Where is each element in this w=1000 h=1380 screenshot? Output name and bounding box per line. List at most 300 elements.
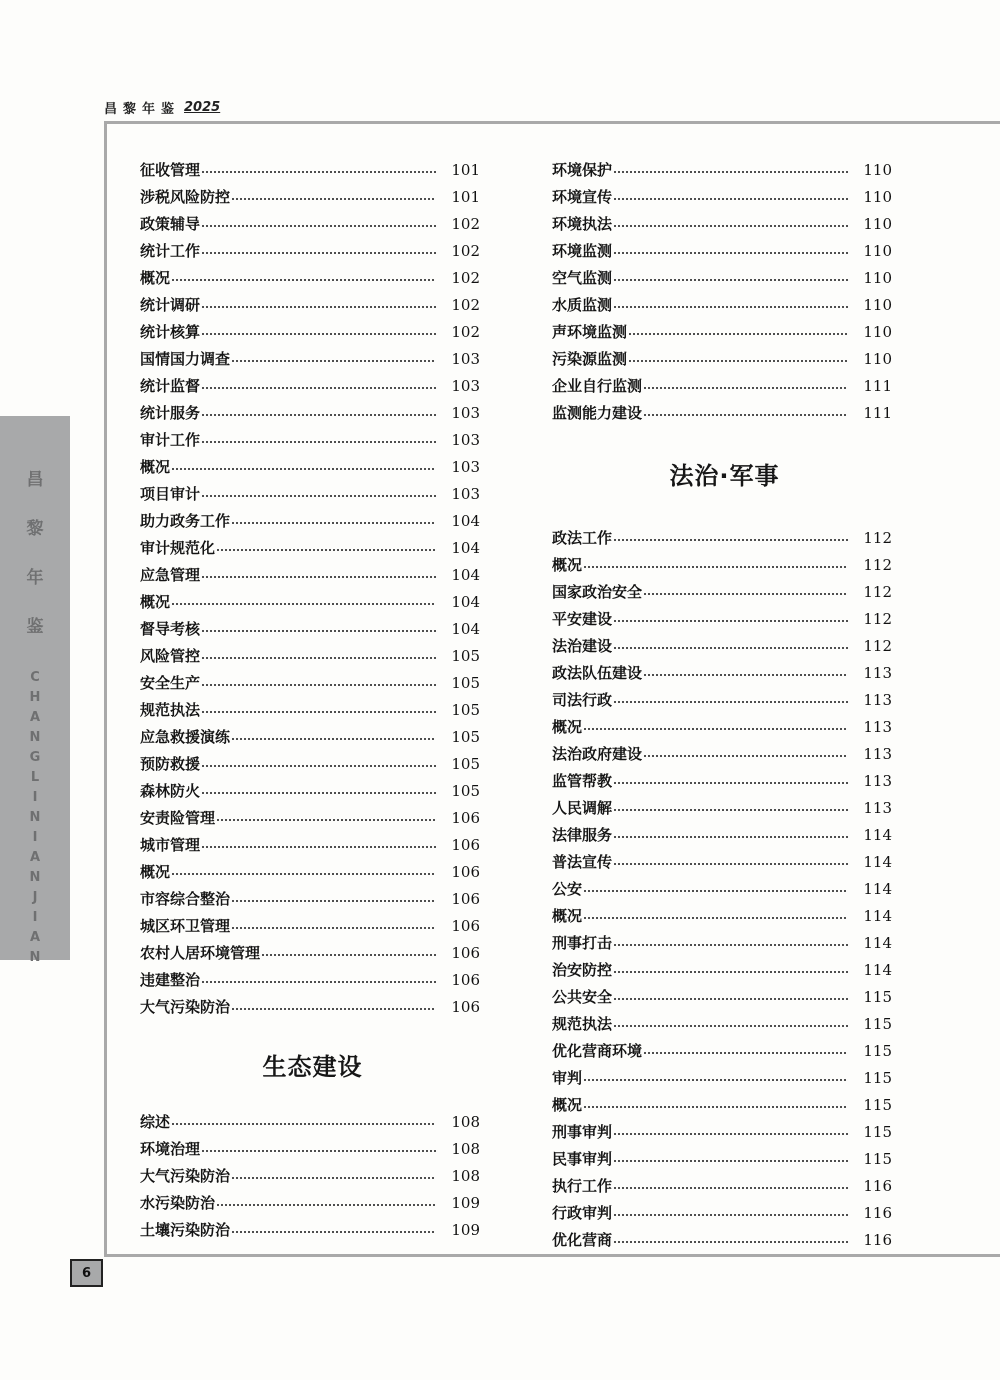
toc-entry-page: 115 — [863, 1068, 892, 1087]
toc-entry-page: 110 — [863, 187, 892, 206]
toc-entry-title: 环境治理 — [140, 1140, 201, 1158]
toc-entry[interactable] — [552, 1226, 897, 1253]
toc-entry[interactable] — [552, 632, 897, 659]
toc-entry-page: 112 — [863, 636, 892, 655]
toc-entry-page: 113 — [863, 717, 892, 736]
toc-entry-page: 115 — [863, 1095, 892, 1114]
toc-entry-title: 政法工作 — [552, 529, 613, 547]
toc-entry-title: 民事审判 — [552, 1150, 613, 1168]
toc-entry-title: 预防救援 — [140, 755, 201, 773]
dot-leader — [583, 566, 848, 568]
toc-entry-page: 115 — [863, 1122, 892, 1141]
toc-entry-page: 105 — [451, 700, 480, 719]
dot-leader — [613, 998, 848, 1000]
side-tab-char: 昌 — [26, 470, 44, 490]
dot-leader — [201, 333, 436, 335]
toc-entry[interactable] — [140, 426, 485, 453]
toc-column-left — [140, 156, 485, 1243]
toc-entry-title: 司法行政 — [552, 691, 613, 709]
toc-entry[interactable] — [552, 605, 897, 632]
side-tab-letter: N — [29, 730, 41, 745]
dot-leader — [201, 306, 436, 308]
toc-entry-page: 113 — [863, 771, 892, 790]
toc-entry-page: 103 — [451, 430, 480, 449]
toc-entry[interactable] — [552, 183, 897, 210]
toc-entry-title: 违建整治 — [140, 971, 201, 989]
toc-entry-page: 115 — [863, 1041, 892, 1060]
toc-entry[interactable] — [552, 1145, 897, 1172]
toc-entry-page: 113 — [863, 663, 892, 682]
toc-entry-page: 112 — [863, 582, 892, 601]
toc-entry[interactable] — [552, 291, 897, 318]
dot-leader — [613, 225, 848, 227]
toc-entry[interactable] — [552, 1118, 897, 1145]
dot-leader — [613, 252, 848, 254]
dot-leader — [628, 333, 848, 335]
dot-leader — [613, 1133, 848, 1135]
toc-entry-title: 涉税风险防控 — [140, 188, 231, 206]
toc-entry-title: 城区环卫管理 — [140, 917, 231, 935]
toc-entry-title: 执行工作 — [552, 1177, 613, 1195]
dot-leader — [201, 225, 436, 227]
toc-entry[interactable] — [552, 237, 897, 264]
dot-leader — [261, 954, 436, 956]
toc-entry[interactable] — [140, 318, 485, 345]
toc-entry-page: 102 — [451, 295, 480, 314]
side-tab-letter: L — [30, 770, 40, 785]
toc-entry[interactable] — [140, 507, 485, 534]
toc-entry-page: 102 — [451, 322, 480, 341]
dot-leader — [171, 603, 436, 605]
dot-leader — [201, 630, 436, 632]
toc-entry-page: 109 — [451, 1193, 480, 1212]
toc-entry-page: 114 — [863, 960, 892, 979]
toc-entry-title: 概况 — [552, 556, 583, 574]
toc-entry[interactable] — [552, 956, 897, 983]
toc-entry-page: 101 — [451, 187, 480, 206]
toc-entry-page: 108 — [451, 1112, 480, 1131]
toc-entry[interactable] — [140, 912, 485, 939]
toc-entry[interactable] — [140, 669, 485, 696]
toc-entry[interactable] — [140, 1189, 485, 1216]
dot-leader — [231, 1231, 436, 1233]
toc-entry-title: 公安 — [552, 880, 583, 898]
toc-entry[interactable] — [140, 588, 485, 615]
toc-entry-title: 市容综合整治 — [140, 890, 231, 908]
dot-leader — [613, 782, 848, 784]
toc-entry-page: 114 — [863, 852, 892, 871]
dot-leader — [231, 738, 436, 740]
toc-entry-page: 116 — [863, 1203, 892, 1222]
toc-entry-page: 110 — [863, 241, 892, 260]
toc-entry-page: 110 — [863, 349, 892, 368]
toc-entry[interactable] — [552, 659, 897, 686]
toc-group — [140, 156, 485, 1020]
dot-leader — [201, 765, 436, 767]
toc-entry[interactable] — [140, 372, 485, 399]
side-tab-letter: A — [29, 930, 41, 945]
toc-entry-page: 113 — [863, 798, 892, 817]
toc-entry[interactable] — [552, 578, 897, 605]
toc-entry-page: 102 — [451, 268, 480, 287]
side-tab-letter: G — [29, 750, 41, 765]
toc-entry-title: 审计规范化 — [140, 539, 216, 557]
toc-entry-title: 概况 — [140, 269, 171, 287]
side-tab-letter: I — [32, 830, 38, 845]
toc-entry-page: 102 — [451, 241, 480, 260]
toc-entry[interactable] — [140, 453, 485, 480]
dot-leader — [643, 387, 848, 389]
toc-entry-page: 113 — [863, 690, 892, 709]
dot-leader — [613, 306, 848, 308]
toc-entry-page: 110 — [863, 295, 892, 314]
toc-entry[interactable] — [552, 902, 897, 929]
toc-entry-page: 105 — [451, 727, 480, 746]
toc-entry-page: 114 — [863, 906, 892, 925]
toc-entry-page: 106 — [451, 889, 480, 908]
dot-leader — [171, 468, 436, 470]
dot-leader — [613, 279, 848, 281]
toc-entry-page: 106 — [451, 835, 480, 854]
dot-leader — [613, 1241, 848, 1243]
toc-entry[interactable] — [552, 1064, 897, 1091]
toc-entry-page: 106 — [451, 943, 480, 962]
toc-entry[interactable] — [552, 821, 897, 848]
toc-entry-title: 概况 — [140, 593, 171, 611]
toc-entry-title: 农村人居环境管理 — [140, 944, 261, 962]
toc-entry-page: 111 — [863, 376, 892, 395]
dot-leader — [613, 809, 848, 811]
toc-entry-title: 征收管理 — [140, 161, 201, 179]
dot-leader — [583, 1079, 848, 1081]
dot-leader — [583, 890, 848, 892]
toc-entry-page: 101 — [451, 160, 480, 179]
toc-entry-page: 106 — [451, 970, 480, 989]
toc-entry-page: 104 — [451, 565, 480, 584]
toc-entry[interactable] — [140, 1216, 485, 1243]
dot-leader — [201, 387, 436, 389]
toc-entry-page: 103 — [451, 457, 480, 476]
toc-entry-title: 应急救援演练 — [140, 728, 231, 746]
dot-leader — [216, 1204, 436, 1206]
toc-entry-page: 105 — [451, 646, 480, 665]
toc-entry[interactable] — [552, 1091, 897, 1118]
toc-entry-page: 106 — [451, 997, 480, 1016]
toc-entry-title: 刑事审判 — [552, 1123, 613, 1141]
toc-entry[interactable] — [140, 966, 485, 993]
toc-entry[interactable] — [140, 939, 485, 966]
toc-entry-title: 普法宣传 — [552, 853, 613, 871]
toc-entry-title: 企业自行监测 — [552, 377, 643, 395]
toc-entry[interactable] — [140, 561, 485, 588]
toc-entry[interactable] — [140, 156, 485, 183]
toc-entry-title: 助力政务工作 — [140, 512, 231, 530]
toc-entry-title: 环境宣传 — [552, 188, 613, 206]
toc-entry[interactable] — [140, 264, 485, 291]
toc-entry[interactable] — [140, 1162, 485, 1189]
dot-leader — [201, 171, 436, 173]
toc-entry-title: 监管帮教 — [552, 772, 613, 790]
toc-entry-title: 综述 — [140, 1113, 171, 1131]
side-tab-char: 鉴 — [26, 617, 44, 637]
dot-leader — [613, 1187, 848, 1189]
toc-entry-title: 平安建设 — [552, 610, 613, 628]
dot-leader — [613, 647, 848, 649]
side-tab-letter: J — [32, 890, 38, 905]
dot-leader — [613, 198, 848, 200]
toc-entry[interactable] — [140, 291, 485, 318]
dot-leader — [613, 836, 848, 838]
dot-leader — [201, 252, 436, 254]
toc-group — [552, 156, 897, 426]
dot-leader — [583, 917, 848, 919]
dot-leader — [628, 360, 848, 362]
side-tab-letter: H — [29, 690, 41, 705]
dot-leader — [643, 674, 848, 676]
dot-leader — [613, 863, 848, 865]
toc-entry-title: 优化营商 — [552, 1231, 613, 1249]
toc-entry-title: 项目审计 — [140, 485, 201, 503]
toc-entry-title: 污染源监测 — [552, 350, 628, 368]
toc-entry[interactable] — [140, 534, 485, 561]
toc-entry[interactable] — [552, 156, 897, 183]
toc-entry[interactable] — [552, 848, 897, 875]
toc-entry-page: 104 — [451, 592, 480, 611]
toc-entry[interactable] — [140, 993, 485, 1020]
toc-entry-page: 110 — [863, 268, 892, 287]
toc-entry[interactable] — [552, 318, 897, 345]
toc-entry[interactable] — [552, 1199, 897, 1226]
toc-entry[interactable] — [552, 1037, 897, 1064]
toc-entry-title: 规范执法 — [552, 1015, 613, 1033]
toc-entry-title: 概况 — [552, 718, 583, 736]
toc-entry-page: 106 — [451, 916, 480, 935]
toc-entry[interactable] — [140, 885, 485, 912]
toc-entry-title: 法治建设 — [552, 637, 613, 655]
toc-entry[interactable] — [140, 237, 485, 264]
toc-entry-title: 概况 — [140, 863, 171, 881]
toc-entry[interactable] — [552, 929, 897, 956]
toc-entry-page: 114 — [863, 933, 892, 952]
toc-entry-title: 概况 — [552, 1096, 583, 1114]
dot-leader — [613, 944, 848, 946]
dot-leader — [171, 1123, 436, 1125]
section-title: 法治·军事 — [669, 462, 780, 490]
toc-entry-page: 109 — [451, 1220, 480, 1239]
toc-entry-title: 公共安全 — [552, 988, 613, 1006]
toc-entry-page: 114 — [863, 879, 892, 898]
toc-entry-page: 116 — [863, 1230, 892, 1249]
toc-entry-page: 112 — [863, 528, 892, 547]
dot-leader — [613, 971, 848, 973]
dot-leader — [201, 981, 436, 983]
toc-entry[interactable] — [140, 210, 485, 237]
toc-entry[interactable] — [140, 750, 485, 777]
toc-entry[interactable] — [140, 777, 485, 804]
toc-entry-title: 风险管控 — [140, 647, 201, 665]
toc-entry-title: 治安防控 — [552, 961, 613, 979]
side-tab-letter: I — [32, 790, 38, 805]
toc-entry[interactable] — [552, 794, 897, 821]
toc-entry-page: 106 — [451, 808, 480, 827]
dot-leader — [231, 522, 436, 524]
header-year: 2025 — [184, 99, 221, 115]
toc-entry-page: 112 — [863, 555, 892, 574]
toc-entry-title: 环境执法 — [552, 215, 613, 233]
toc-entry[interactable] — [552, 740, 897, 767]
toc-entry[interactable] — [140, 858, 485, 885]
toc-entry-title: 土壤污染防治 — [140, 1221, 231, 1239]
dot-leader — [171, 279, 436, 281]
toc-entry[interactable] — [552, 713, 897, 740]
toc-entry-page: 111 — [863, 403, 892, 422]
dot-leader — [231, 1177, 436, 1179]
side-tab-letter: A — [29, 710, 41, 725]
toc-entry[interactable] — [552, 372, 897, 399]
toc-entry-title: 空气监测 — [552, 269, 613, 287]
side-tab-letter: A — [29, 850, 41, 865]
toc-entry[interactable] — [552, 767, 897, 794]
toc-entry-page: 112 — [863, 609, 892, 628]
side-tab-letter: N — [29, 810, 41, 825]
toc-entry-title: 城市管理 — [140, 836, 201, 854]
toc-entry-page: 103 — [451, 484, 480, 503]
toc-entry-page: 103 — [451, 403, 480, 422]
toc-entry[interactable] — [552, 524, 897, 551]
toc-entry-page: 104 — [451, 538, 480, 557]
toc-entry-page: 115 — [863, 1014, 892, 1033]
side-tab-letter: N — [29, 870, 41, 885]
toc-entry[interactable] — [552, 875, 897, 902]
toc-entry-title: 国家政治安全 — [552, 583, 643, 601]
toc-entry-page: 104 — [451, 619, 480, 638]
dot-leader — [613, 1214, 848, 1216]
toc-entry-page: 105 — [451, 781, 480, 800]
dot-leader — [201, 792, 436, 794]
dot-leader — [201, 1150, 436, 1152]
toc-group — [140, 1108, 485, 1243]
toc-entry[interactable] — [140, 399, 485, 426]
dot-leader — [583, 1106, 848, 1108]
toc-entry[interactable] — [140, 723, 485, 750]
side-tab — [0, 416, 70, 965]
toc-entry[interactable] — [552, 686, 897, 713]
toc-entry-title: 监测能力建设 — [552, 404, 643, 422]
toc-entry-title: 规范执法 — [140, 701, 201, 719]
toc-entry-title: 声环境监测 — [552, 323, 628, 341]
toc-entry[interactable] — [140, 183, 485, 210]
dot-leader — [643, 414, 848, 416]
toc-entry-page: 114 — [863, 825, 892, 844]
toc-entry-page: 108 — [451, 1166, 480, 1185]
toc-entry[interactable] — [552, 983, 897, 1010]
page-number: 6 — [70, 1259, 103, 1287]
toc-entry-page: 110 — [863, 322, 892, 341]
side-tab-pinyin — [30, 668, 41, 968]
toc-entry[interactable] — [140, 1108, 485, 1135]
dot-leader — [231, 900, 436, 902]
toc-entry-page: 102 — [451, 214, 480, 233]
toc-entry[interactable] — [140, 831, 485, 858]
side-tab-char: 黎 — [26, 519, 44, 539]
toc-entry[interactable] — [140, 345, 485, 372]
toc-column-right — [552, 156, 897, 1253]
toc-entry[interactable] — [552, 399, 897, 426]
toc-entry[interactable] — [140, 480, 485, 507]
toc-entry[interactable] — [552, 1010, 897, 1037]
toc-entry-title: 大气污染防治 — [140, 998, 231, 1016]
toc-entry-title: 法律服务 — [552, 826, 613, 844]
toc-entry-title: 森林防火 — [140, 782, 201, 800]
toc-entry-title: 政策辅导 — [140, 215, 201, 233]
toc-entry-title: 安责险管理 — [140, 809, 216, 827]
toc-entry-title: 审计工作 — [140, 431, 201, 449]
dot-leader — [201, 846, 436, 848]
dot-leader — [613, 1025, 848, 1027]
toc-entry-title: 水污染防治 — [140, 1194, 216, 1212]
dot-leader — [201, 441, 436, 443]
toc-entry-title: 统计服务 — [140, 404, 201, 422]
toc-entry-title: 审判 — [552, 1069, 583, 1087]
toc-entry-page: 110 — [863, 160, 892, 179]
dot-leader — [231, 927, 436, 929]
dot-leader — [613, 620, 848, 622]
dot-leader — [613, 539, 848, 541]
dot-leader — [643, 593, 848, 595]
toc-entry[interactable] — [552, 345, 897, 372]
dot-leader — [201, 684, 436, 686]
toc-entry-title: 国情国力调查 — [140, 350, 231, 368]
dot-leader — [643, 755, 848, 757]
toc-entry-title: 概况 — [552, 907, 583, 925]
dot-leader — [231, 198, 436, 200]
toc-entry[interactable] — [140, 642, 485, 669]
toc-entry[interactable] — [552, 264, 897, 291]
toc-entry-page: 104 — [451, 511, 480, 530]
toc-entry-page: 108 — [451, 1139, 480, 1158]
toc-entry-title: 安全生产 — [140, 674, 201, 692]
toc-entry[interactable] — [140, 696, 485, 723]
header-title: 昌黎年鉴 — [104, 101, 181, 117]
toc-entry-title: 统计工作 — [140, 242, 201, 260]
side-tab-char: 年 — [26, 568, 44, 588]
side-tab-chinese — [27, 472, 44, 668]
dot-leader — [613, 1160, 848, 1162]
toc-entry-title: 环境监测 — [552, 242, 613, 260]
dot-leader — [216, 819, 436, 821]
toc-entry[interactable] — [552, 210, 897, 237]
toc-entry[interactable] — [140, 615, 485, 642]
toc-entry[interactable] — [552, 1172, 897, 1199]
dot-leader — [201, 576, 436, 578]
toc-entry-title: 政法队伍建设 — [552, 664, 643, 682]
dot-leader — [643, 1052, 848, 1054]
toc-entry[interactable] — [140, 804, 485, 831]
toc-entry-title: 统计调研 — [140, 296, 201, 314]
dot-leader — [201, 657, 436, 659]
dot-leader — [231, 360, 436, 362]
toc-entry-page: 116 — [863, 1176, 892, 1195]
toc-entry-title: 督导考核 — [140, 620, 201, 638]
toc-entry-title: 大气污染防治 — [140, 1167, 231, 1185]
toc-entry-title: 统计核算 — [140, 323, 201, 341]
toc-entry-title: 应急管理 — [140, 566, 201, 584]
toc-entry[interactable] — [140, 1135, 485, 1162]
running-header — [104, 96, 220, 118]
dot-leader — [231, 1008, 436, 1010]
toc-entry[interactable] — [552, 551, 897, 578]
dot-leader — [201, 495, 436, 497]
